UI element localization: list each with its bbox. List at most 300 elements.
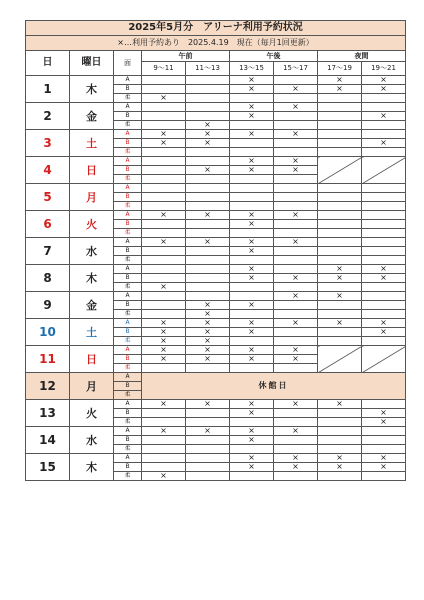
table-row — [26, 373, 406, 382]
slot-cell: × — [142, 319, 186, 328]
facility-label: A — [114, 211, 142, 220]
slot-cell — [274, 193, 318, 202]
facility-label: A — [114, 400, 142, 409]
facility-label: B — [114, 139, 142, 148]
slot-cell — [230, 202, 274, 211]
facility-label: B — [114, 463, 142, 472]
slot-cell — [142, 76, 186, 85]
slot-cell: × — [274, 319, 318, 328]
slot-cell — [362, 211, 406, 220]
slot-cell: × — [362, 274, 406, 283]
facility-label: 柔 — [114, 121, 142, 130]
slot-cell: × — [318, 292, 362, 301]
slot-cell — [230, 139, 274, 148]
facility-label: A — [114, 427, 142, 436]
slot-cell — [274, 139, 318, 148]
facility-label: B — [114, 247, 142, 256]
slot-cell: × — [230, 76, 274, 85]
slot-cell: × — [186, 211, 230, 220]
weekday-label: 火 — [70, 211, 114, 238]
slot-cell — [318, 94, 362, 103]
slot-cell: × — [274, 400, 318, 409]
slot-cell: × — [142, 211, 186, 220]
day-number: 2 — [26, 103, 70, 130]
slot-cell — [318, 211, 362, 220]
slot-cell: × — [362, 265, 406, 274]
closed-day-label: 休館日 — [142, 373, 406, 400]
facility-label: 柔 — [114, 94, 142, 103]
slot-cell — [186, 103, 230, 112]
page-title: 2025年5月分 アリーナ利用予約状況 — [26, 21, 406, 36]
slot-cell — [274, 265, 318, 274]
slot-cell — [362, 256, 406, 265]
slot-cell — [274, 76, 318, 85]
weekday-label: 火 — [70, 400, 114, 427]
facility-label: B — [114, 436, 142, 445]
slot-cell: × — [362, 454, 406, 463]
slot-cell: × — [142, 130, 186, 139]
slot-cell — [186, 112, 230, 121]
facility-label: 柔 — [114, 472, 142, 481]
slot-cell — [362, 94, 406, 103]
slot-cell — [274, 184, 318, 193]
slot-cell: × — [362, 112, 406, 121]
slot-cell — [142, 301, 186, 310]
table-row — [26, 265, 406, 274]
slot-cell: × — [230, 247, 274, 256]
slot-cell — [318, 418, 362, 427]
table-row — [26, 427, 406, 436]
slot-cell: × — [186, 328, 230, 337]
slot-cell — [186, 229, 230, 238]
reservation-table — [25, 20, 406, 481]
facility-label: B — [114, 220, 142, 229]
slot-cell — [186, 463, 230, 472]
slot-cell: × — [362, 418, 406, 427]
slot-cell — [362, 445, 406, 454]
slot-header: 15～17 — [274, 62, 318, 76]
slot-cell: × — [274, 427, 318, 436]
slot-cell — [274, 175, 318, 184]
slot-cell: × — [274, 166, 318, 175]
day-number: 9 — [26, 292, 70, 319]
slot-cell — [362, 229, 406, 238]
slot-cell: × — [142, 337, 186, 346]
slot-cell: × — [274, 85, 318, 94]
slot-cell: × — [230, 400, 274, 409]
facility-label: A — [114, 292, 142, 301]
facility-label: B — [114, 328, 142, 337]
slot-cell — [274, 310, 318, 319]
day-number: 13 — [26, 400, 70, 427]
slot-cell — [186, 220, 230, 229]
slot-cell — [142, 112, 186, 121]
slot-cell — [274, 121, 318, 130]
slot-cell — [142, 220, 186, 229]
slot-cell: × — [318, 454, 362, 463]
slot-cell — [142, 364, 186, 373]
slot-cell — [274, 94, 318, 103]
slot-cell — [230, 148, 274, 157]
slot-cell — [186, 454, 230, 463]
slot-cell — [318, 184, 362, 193]
slot-cell: × — [142, 94, 186, 103]
slot-cell — [142, 445, 186, 454]
facility-label: 柔 — [114, 175, 142, 184]
slot-cell: × — [274, 157, 318, 166]
slot-cell: × — [142, 427, 186, 436]
facility-label: 柔 — [114, 283, 142, 292]
slot-cell — [186, 256, 230, 265]
facility-label: A — [114, 103, 142, 112]
slot-cell — [230, 310, 274, 319]
facility-label: A — [114, 238, 142, 247]
weekday-label: 土 — [70, 130, 114, 157]
weekday-label: 木 — [70, 454, 114, 481]
facility-label: 柔 — [114, 148, 142, 157]
slot-cell — [362, 337, 406, 346]
slot-cell: × — [274, 292, 318, 301]
slot-cell — [186, 436, 230, 445]
slot-cell: × — [318, 85, 362, 94]
slot-cell: × — [362, 328, 406, 337]
slot-cell — [230, 337, 274, 346]
slot-header: 9～11 — [142, 62, 186, 76]
slot-cell — [142, 166, 186, 175]
slot-cell — [318, 193, 362, 202]
slot-cell — [230, 175, 274, 184]
slot-cell — [230, 472, 274, 481]
facility-label: B — [114, 382, 142, 391]
slot-cell — [362, 472, 406, 481]
slot-cell — [274, 256, 318, 265]
slot-cell: × — [230, 409, 274, 418]
slot-cell — [186, 265, 230, 274]
slot-header: 13～15 — [230, 62, 274, 76]
slot-cell: × — [142, 346, 186, 355]
weekday-label: 日 — [70, 346, 114, 373]
slot-cell — [230, 283, 274, 292]
slot-cell: × — [230, 220, 274, 229]
slot-cell — [318, 121, 362, 130]
facility-label: 柔 — [114, 418, 142, 427]
slot-cell — [274, 418, 318, 427]
slot-cell — [186, 418, 230, 427]
slot-cell: × — [230, 211, 274, 220]
slot-cell — [362, 202, 406, 211]
table-row — [26, 157, 406, 166]
slot-cell: × — [142, 283, 186, 292]
slot-cell — [274, 445, 318, 454]
slot-cell: × — [318, 463, 362, 472]
day-number: 8 — [26, 265, 70, 292]
slot-cell — [142, 274, 186, 283]
slot-cell — [274, 409, 318, 418]
slot-cell — [230, 292, 274, 301]
slot-cell — [362, 184, 406, 193]
slot-cell: × — [274, 463, 318, 472]
slot-cell — [318, 229, 362, 238]
slot-cell — [318, 472, 362, 481]
slot-cell — [186, 184, 230, 193]
slot-cell: × — [318, 400, 362, 409]
slot-cell: × — [142, 400, 186, 409]
slot-cell — [318, 409, 362, 418]
weekday-column-header: 曜日 — [70, 51, 114, 76]
facility-label: A — [114, 130, 142, 139]
unavailable-cell — [362, 346, 406, 373]
slot-cell — [318, 436, 362, 445]
slot-cell: × — [230, 319, 274, 328]
facility-label: A — [114, 184, 142, 193]
slot-cell — [142, 193, 186, 202]
slot-cell — [230, 445, 274, 454]
slot-cell: × — [230, 112, 274, 121]
slot-cell: × — [230, 436, 274, 445]
slot-cell — [186, 364, 230, 373]
facility-label: 柔 — [114, 445, 142, 454]
slot-cell — [318, 148, 362, 157]
slot-cell — [186, 148, 230, 157]
slot-cell — [318, 112, 362, 121]
legend-note: ×…利用予約あり 2025.4.19 現在（毎月1回更新） — [26, 36, 406, 51]
slot-cell: × — [274, 211, 318, 220]
slot-cell: × — [362, 76, 406, 85]
facility-column-header: 面 — [114, 51, 142, 76]
table-row — [26, 211, 406, 220]
slot-cell — [142, 265, 186, 274]
day-number: 7 — [26, 238, 70, 265]
slot-cell: × — [230, 166, 274, 175]
day-number: 15 — [26, 454, 70, 481]
slot-cell — [318, 310, 362, 319]
facility-label: B — [114, 409, 142, 418]
slot-cell — [186, 445, 230, 454]
slot-cell — [274, 202, 318, 211]
slot-cell — [186, 247, 230, 256]
slot-cell — [186, 292, 230, 301]
slot-cell — [186, 283, 230, 292]
slot-cell — [142, 310, 186, 319]
slot-cell: × — [274, 238, 318, 247]
slot-cell: × — [274, 355, 318, 364]
slot-cell — [318, 328, 362, 337]
slot-cell — [230, 256, 274, 265]
slot-cell: × — [186, 130, 230, 139]
slot-cell — [318, 103, 362, 112]
slot-cell — [186, 85, 230, 94]
slot-cell — [142, 157, 186, 166]
slot-cell — [274, 328, 318, 337]
slot-cell — [362, 148, 406, 157]
day-number: 11 — [26, 346, 70, 373]
day-number: 14 — [26, 427, 70, 454]
group-morning: 午前 — [142, 51, 230, 62]
slot-cell — [362, 130, 406, 139]
slot-cell — [362, 427, 406, 436]
slot-cell — [142, 184, 186, 193]
slot-cell: × — [274, 103, 318, 112]
group-afternoon: 午後 — [230, 51, 318, 62]
slot-cell: × — [186, 310, 230, 319]
slot-cell: × — [186, 301, 230, 310]
table-row — [26, 103, 406, 112]
slot-cell — [142, 463, 186, 472]
slot-cell — [318, 238, 362, 247]
slot-cell — [230, 418, 274, 427]
weekday-label: 木 — [70, 265, 114, 292]
slot-cell — [142, 202, 186, 211]
facility-label: A — [114, 373, 142, 382]
weekday-label: 金 — [70, 103, 114, 130]
table-row — [26, 238, 406, 247]
facility-label: B — [114, 355, 142, 364]
slot-cell: × — [230, 454, 274, 463]
slot-cell: × — [230, 130, 274, 139]
facility-label: A — [114, 157, 142, 166]
slot-cell — [318, 139, 362, 148]
slot-cell: × — [230, 355, 274, 364]
table-row — [26, 346, 406, 355]
slot-cell — [230, 229, 274, 238]
slot-cell: × — [230, 427, 274, 436]
slot-cell — [362, 400, 406, 409]
slot-cell: × — [142, 472, 186, 481]
slot-cell — [274, 472, 318, 481]
slot-cell: × — [142, 238, 186, 247]
slot-cell — [362, 220, 406, 229]
slot-cell: × — [230, 463, 274, 472]
slot-cell — [186, 202, 230, 211]
slot-cell: × — [186, 355, 230, 364]
slot-cell: × — [318, 319, 362, 328]
slot-cell: × — [186, 400, 230, 409]
facility-label: 柔 — [114, 229, 142, 238]
weekday-label: 月 — [70, 184, 114, 211]
slot-cell: × — [274, 130, 318, 139]
slot-cell: × — [186, 346, 230, 355]
slot-cell: × — [230, 301, 274, 310]
slot-cell — [318, 283, 362, 292]
facility-label: 柔 — [114, 391, 142, 400]
slot-cell — [142, 229, 186, 238]
slot-cell — [230, 193, 274, 202]
slot-cell — [186, 157, 230, 166]
slot-cell — [186, 76, 230, 85]
slot-cell — [362, 436, 406, 445]
slot-cell — [318, 220, 362, 229]
slot-cell: × — [362, 85, 406, 94]
slot-cell — [318, 256, 362, 265]
slot-cell — [230, 364, 274, 373]
slot-cell: × — [230, 274, 274, 283]
slot-cell: × — [230, 238, 274, 247]
day-number: 6 — [26, 211, 70, 238]
facility-label: 柔 — [114, 202, 142, 211]
slot-cell: × — [142, 328, 186, 337]
slot-cell — [142, 418, 186, 427]
table-row — [26, 454, 406, 463]
slot-cell: × — [230, 85, 274, 94]
slot-cell — [142, 409, 186, 418]
slot-cell — [274, 112, 318, 121]
slot-cell — [274, 247, 318, 256]
facility-label: 柔 — [114, 256, 142, 265]
facility-label: B — [114, 112, 142, 121]
slot-cell — [318, 427, 362, 436]
table-row — [26, 76, 406, 85]
slot-cell — [186, 175, 230, 184]
slot-cell — [186, 193, 230, 202]
slot-cell — [362, 193, 406, 202]
slot-cell — [362, 301, 406, 310]
slot-cell: × — [186, 238, 230, 247]
slot-cell: × — [318, 76, 362, 85]
slot-header: 17～19 — [318, 62, 362, 76]
facility-label: A — [114, 319, 142, 328]
day-number: 3 — [26, 130, 70, 157]
slot-cell — [274, 283, 318, 292]
slot-cell — [230, 94, 274, 103]
slot-cell — [318, 337, 362, 346]
slot-cell: × — [186, 319, 230, 328]
facility-label: A — [114, 76, 142, 85]
slot-cell: × — [186, 427, 230, 436]
slot-cell — [274, 436, 318, 445]
slot-cell: × — [274, 346, 318, 355]
slot-cell: × — [274, 454, 318, 463]
unavailable-cell — [318, 157, 362, 184]
slot-cell — [142, 103, 186, 112]
slot-cell — [362, 103, 406, 112]
slot-cell: × — [186, 337, 230, 346]
slot-cell — [274, 220, 318, 229]
slot-cell — [142, 292, 186, 301]
facility-label: A — [114, 346, 142, 355]
slot-cell: × — [230, 103, 274, 112]
weekday-label: 水 — [70, 238, 114, 265]
table-row — [26, 292, 406, 301]
slot-cell — [142, 247, 186, 256]
slot-cell — [274, 148, 318, 157]
slot-cell — [318, 130, 362, 139]
slot-cell: × — [318, 265, 362, 274]
slot-cell — [142, 85, 186, 94]
slot-cell — [274, 364, 318, 373]
slot-cell — [274, 301, 318, 310]
slot-cell — [186, 274, 230, 283]
slot-cell — [142, 436, 186, 445]
day-number: 1 — [26, 76, 70, 103]
facility-label: A — [114, 265, 142, 274]
facility-label: 柔 — [114, 337, 142, 346]
group-evening: 夜間 — [318, 51, 406, 62]
day-column-header: 日 — [26, 51, 70, 76]
table-row — [26, 184, 406, 193]
facility-label: B — [114, 274, 142, 283]
day-number: 12 — [26, 373, 70, 400]
slot-cell — [230, 121, 274, 130]
slot-cell — [318, 202, 362, 211]
table-row — [26, 400, 406, 409]
facility-label: 柔 — [114, 364, 142, 373]
slot-cell: × — [362, 463, 406, 472]
facility-label: A — [114, 454, 142, 463]
weekday-label: 水 — [70, 427, 114, 454]
slot-cell: × — [318, 274, 362, 283]
weekday-label: 土 — [70, 319, 114, 346]
slot-cell: × — [362, 319, 406, 328]
